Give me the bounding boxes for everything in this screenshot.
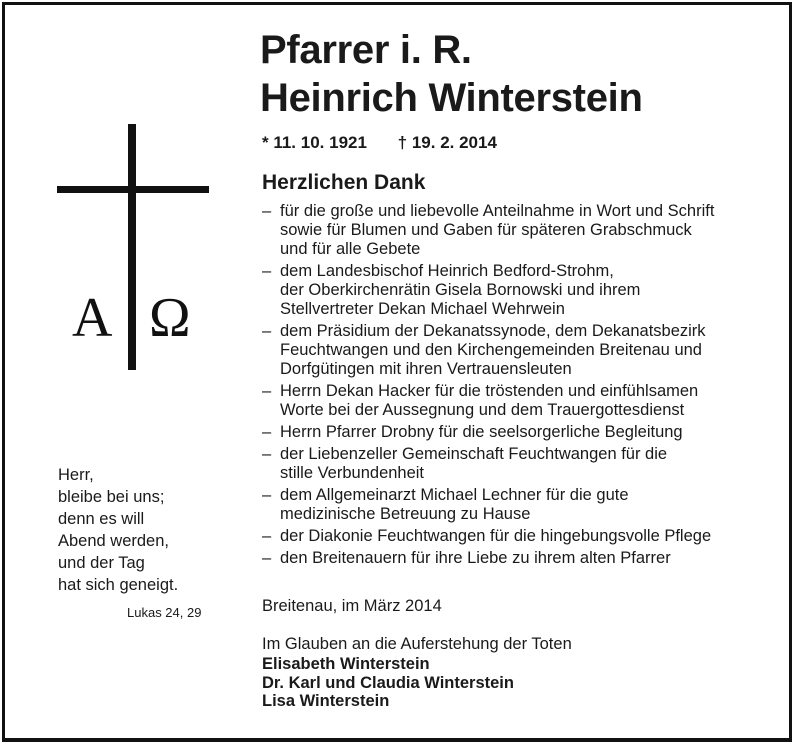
- thanks-item: [262, 322, 782, 379]
- thanks-item: [262, 202, 782, 259]
- closing-line: Im Glauben an die Auferstehung der Toten: [262, 635, 572, 653]
- thanks-line: Feuchtwangen und den Kirchengemeinden Breitenau und: [280, 341, 702, 359]
- cross-vertical-bar: [128, 124, 136, 370]
- verse-line: und der Tag: [58, 554, 145, 572]
- signer-name: Dr. Karl und Claudia Winterstein: [262, 673, 514, 692]
- place-date: Breitenau, im März 2014: [262, 597, 442, 615]
- thanks-line: – dem Landesbischof Heinrich Bedford-Strohm,: [280, 262, 614, 280]
- title-line-1: Pfarrer i. R.: [260, 28, 472, 72]
- thanks-line: medizinische Betreuung zu Hause: [280, 505, 531, 523]
- verse-line: denn es will: [58, 510, 145, 528]
- verse-line: hat sich geneigt.: [58, 576, 179, 594]
- thanks-line: – der Liebenzeller Gemeinschaft Feuchtwangen für die: [280, 445, 668, 463]
- name-block: [260, 26, 643, 122]
- thanks-line: – dem Allgemeinarzt Michael Lechner für die gute: [280, 486, 629, 504]
- alpha-symbol: A: [72, 287, 113, 349]
- thanks-line: – der Diakonie Feuchtwangen für die hingebungsvolle Pflege: [280, 527, 712, 545]
- verse-line: Herr,: [58, 466, 94, 484]
- thanks-item: [262, 486, 782, 524]
- thanks-line: und für alle Gebete: [280, 240, 421, 258]
- signer-name: Elisabeth Winterstein: [262, 655, 430, 673]
- verse-line: bleibe bei uns;: [58, 488, 165, 506]
- thanks-line: – den Breitenauern für ihre Liebe zu ihrem alten Pfarrer: [280, 549, 671, 567]
- thanks-item: [262, 527, 782, 546]
- thanks-line: sowie für Blumen und Gaben für späteren Grabschmuck: [280, 221, 692, 239]
- death-date: † 19. 2. 2014: [397, 133, 497, 152]
- life-dates: [262, 133, 497, 153]
- thanks-line: stille Verbundenheit: [280, 464, 425, 482]
- thanks-line: Worte bei der Aussegnung und dem Trauergottesdienst: [280, 401, 685, 419]
- thanks-heading: Herzlichen Dank: [262, 171, 426, 194]
- thanks-item: [262, 445, 782, 483]
- thanks-line: Dorfgütingen mit ihren Vertrauensleuten: [280, 360, 572, 378]
- thanks-list: [262, 202, 782, 571]
- thanks-item: [262, 382, 782, 420]
- birth-date: * 11. 10. 1921: [262, 133, 367, 152]
- title-line-2: Heinrich Winterstein: [260, 76, 643, 120]
- signers: [262, 655, 514, 711]
- verse-reference: Lukas 24, 29: [127, 605, 202, 620]
- cross-horizontal-bar: [57, 186, 209, 193]
- thanks-line: – für die große und liebevolle Anteilnahme in Wort und Schrift: [280, 202, 715, 220]
- bible-verse: [58, 464, 178, 596]
- thanks-line: der Oberkirchenrätin Gisela Bornowski und ihrem: [280, 281, 641, 299]
- signer-name: Lisa Winterstein: [262, 692, 390, 710]
- thanks-line: – dem Präsidium der Dekanatssynode, dem Dekanatsbezirk: [280, 322, 706, 340]
- verse-line: Abend werden,: [58, 532, 169, 550]
- thanks-item: [262, 262, 782, 319]
- thanks-line: – Herrn Dekan Hacker für die tröstenden und einfühlsamen: [280, 382, 699, 400]
- thanks-item: [262, 549, 782, 568]
- thanks-line: Stellvertreter Dekan Michael Wehrwein: [280, 300, 565, 318]
- thanks-item: [262, 423, 782, 442]
- thanks-line: – Herrn Pfarrer Drobny für die seelsorgerliche Begleitung: [280, 423, 683, 441]
- omega-symbol: Ω: [149, 287, 191, 349]
